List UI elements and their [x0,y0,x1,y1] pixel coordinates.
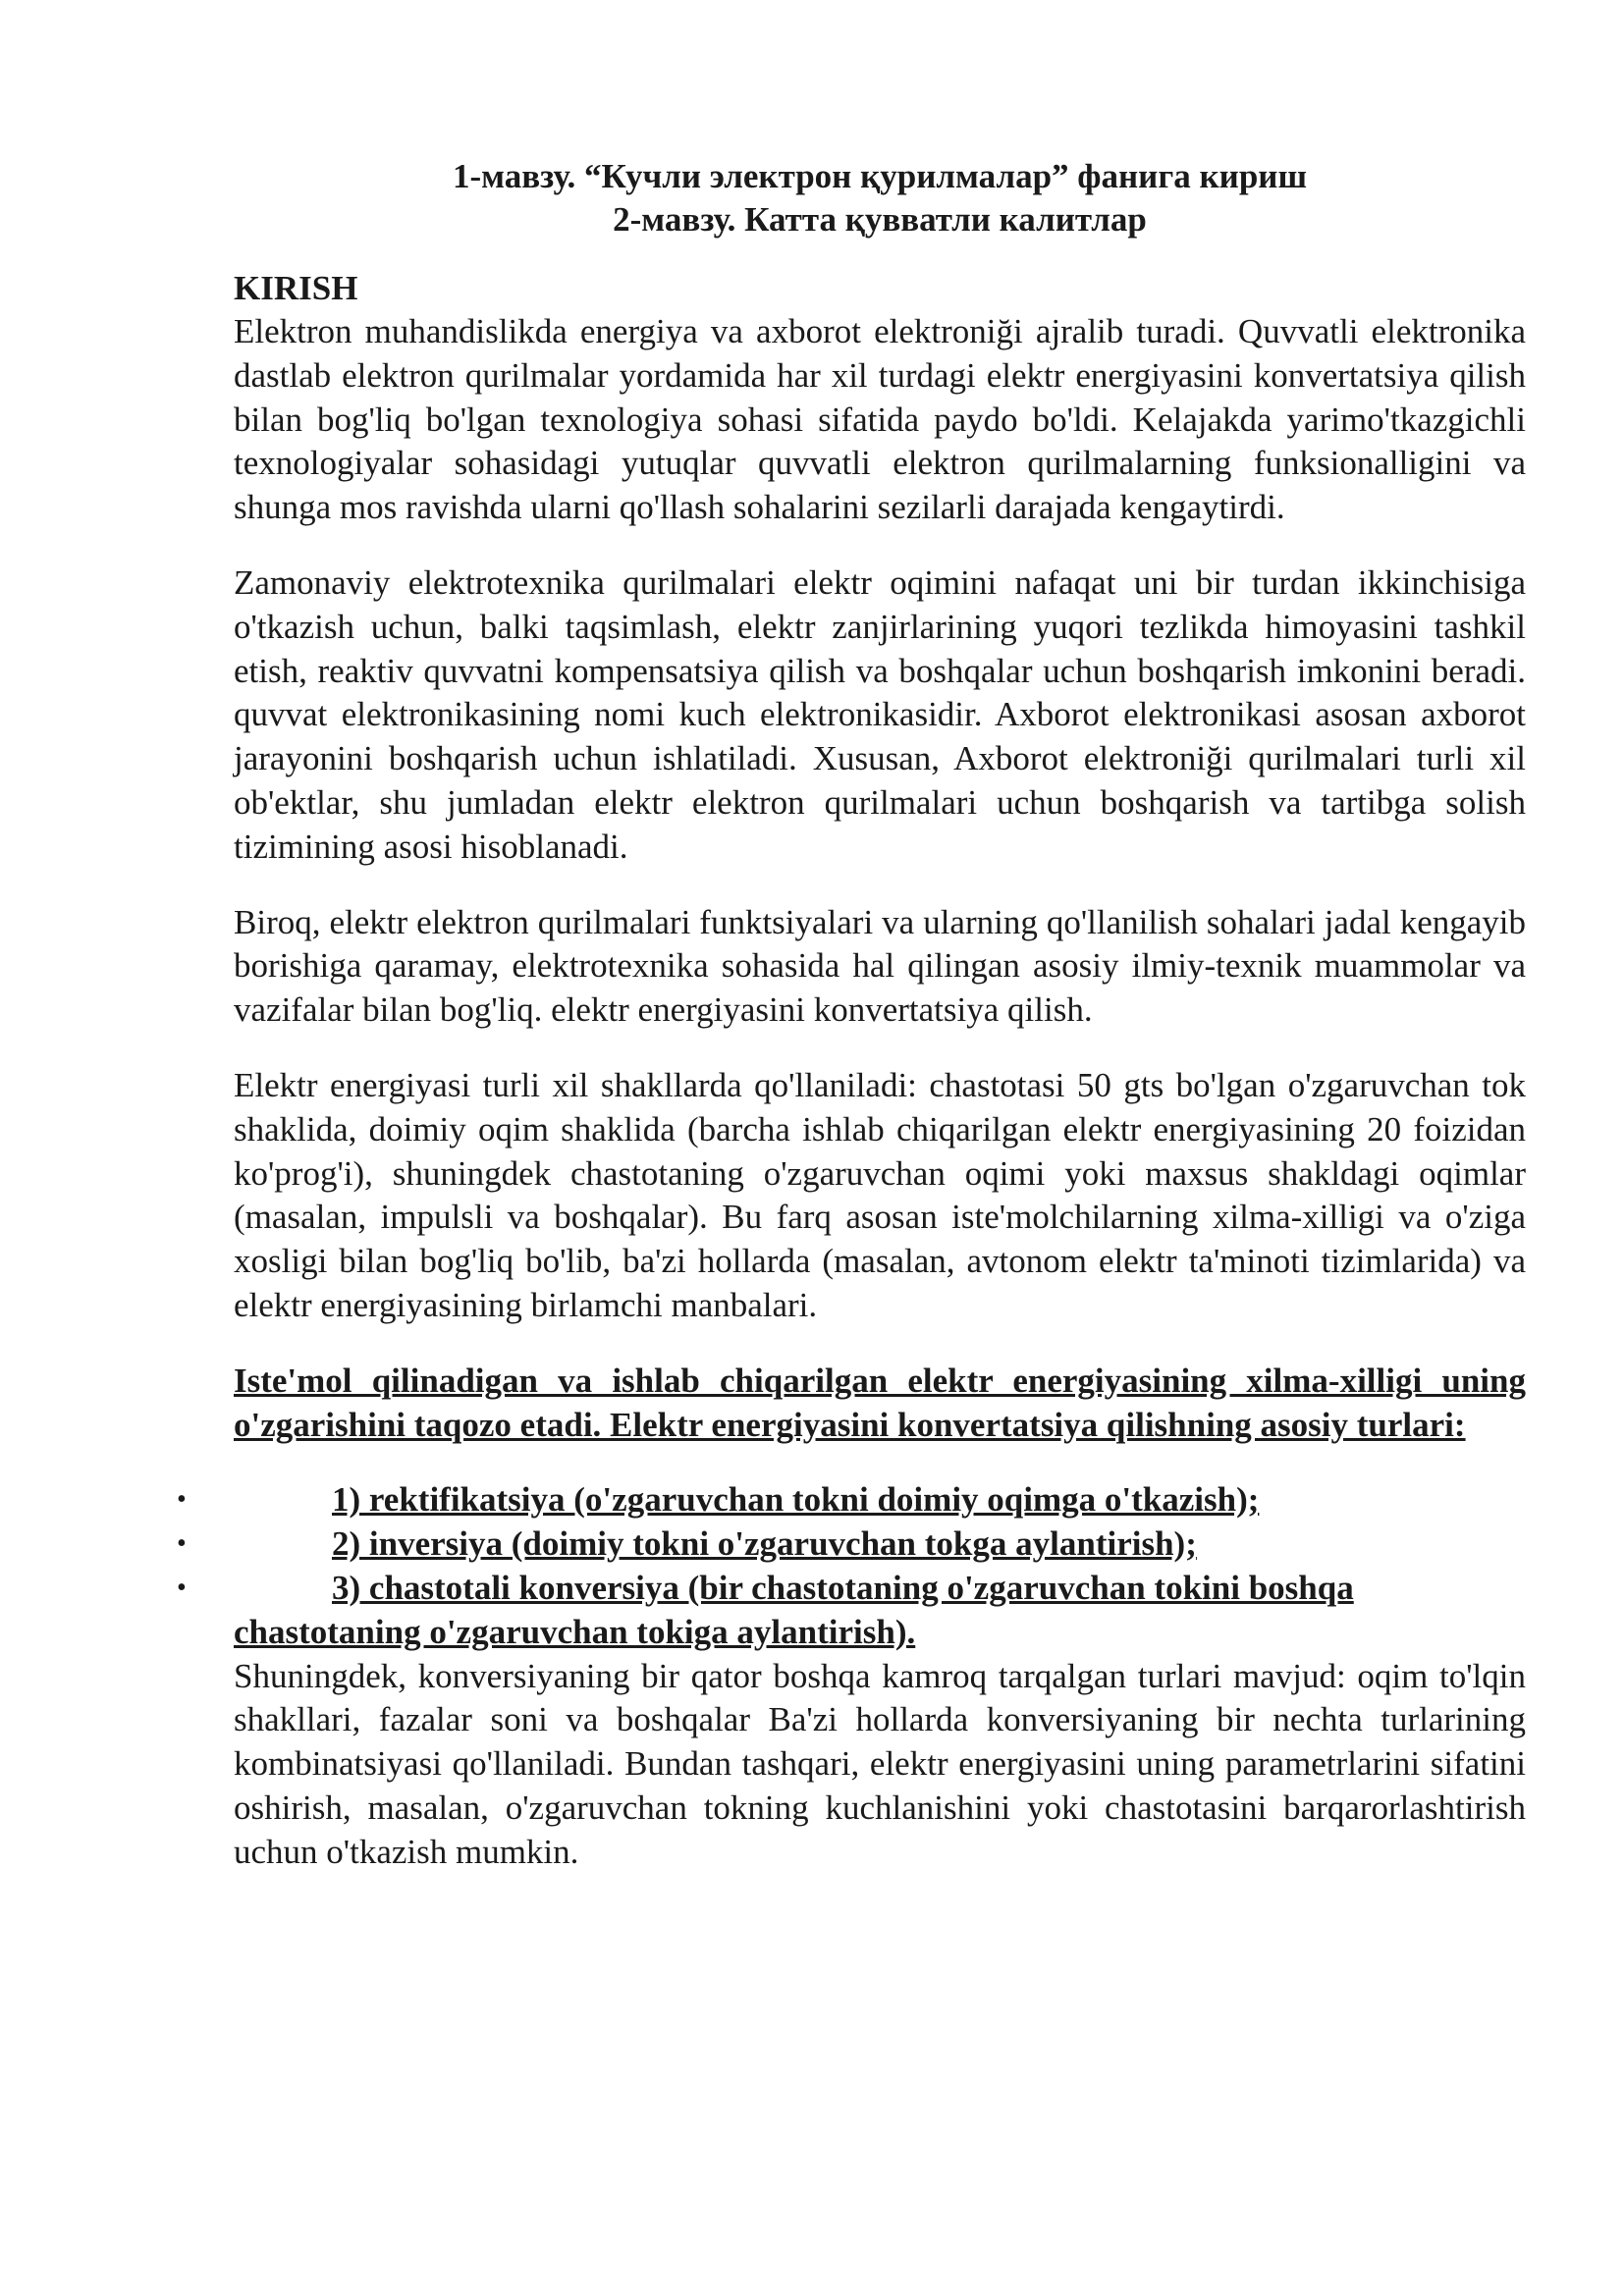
emphasis-paragraph: Iste'mol qilinadigan va ishlab chiqarilgan elektr energiyasining xilma-xilligi uning o'zgarishini taqozo etadi. Elektr energiyasini konvertatsiya qilishning asosiy turlari: [234,1361,1526,1444]
paragraph-however: Biroq, elektr elektron qurilmalari funktsiyalari va ularning qo'llanilish sohalari jadal kengayib borishiga qaramay, elektrotexnika sohasida hal qilingan asosiy ilmiy-texnik muammolar va vazifalar bilan bog'liq. elektr energiyasini konvertatsiya qilish. [234,902,1526,1030]
list-item [177,1567,1526,1655]
bullet-icon: • [177,1484,187,1516]
topic-title-2: 2-мавзу. Катта қувватли калитлар [613,200,1147,239]
topic-title-1: 1-мавзу. “Кучли электрон қурилмалар” фанига кириш [452,157,1307,195]
list-item-text: 2) inversiya (doimiy tokni o'zgaruvchan tokga aylantirish); [332,1524,1197,1564]
list-item-text: 1) rektifikatsiya (o'zgaruvchan tokni doimiy oqimga o'tkazish); [332,1480,1260,1520]
list-item-text: 3) chastotali konversiya (bir chastotaning o'zgaruvchan tokini boshqa chastotaning o'zgaruvchan tokiga aylantirish). [234,1568,1354,1651]
title-block [234,155,1526,241]
document-page [177,155,1526,1875]
paragraph-energy-forms: Elektr energiyasi turli xil shakllarda qo'llaniladi: chastotasi 50 gts bo'lgan o'zgaruvchan tok shaklida, doimiy oqim shaklida (barcha ishlab chiqarilgan elektr energiyasining 20 foizidan ko'prog'i), shuningdek chastotaning o'zgaruvchan oqimi yoki maxsus shakldagi oqimlar (masalan, impulsli va boshqalar). Bu farq asosan iste'molchilarning xilma-xilligi va o'ziga xosligi bilan bog'liq bo'lib, ba'zi hollarda (masalan, avtonom elektr ta'minoti tizimlarida) va elektr energiyasining birlamchi manbalari. [234,1065,1526,1324]
conversion-types-list [177,1478,1526,1654]
paragraph-modern-devices: Zamonaviy elektrotexnika qurilmalari elektr oqimini nafaqat uni bir turdan ikkinchisiga o'tkazish uchun, balki taqsimlash, elektr zanjirlarining yuqori tezlikda himoyasini tashkil etish, reaktiv quvvatni kompensatsiya qilish va boshqalar uchun boshqarish imkonini beradi. quvvat elektronikasining nomi kuch elektronikasidir. Axborot elektronikasi asosan axborot jarayonini boshqarish uchun ishlatiladi. Xususan, Axborot elektroniği qurilmalari turli xil ob'ektlar, shu jumladan elektr elektron qurilmalari uchun boshqarish va tartibga solish tizimining asosi hisoblanadi. [234,562,1526,866]
paragraph-closing: Shuningdek, konversiyaning bir qator boshqa kamroq tarqalgan turlari mavjud: oqim to'lqin shakllari, fazalar soni va boshqalar Ba'zi hollarda konversiyaning bir nechta turlarining kombinatsiyasi qo'llaniladi. Bundan tashqari, elektr energiyasini uning parametrlarini sifatini oshirish, masalan, o'zgaruvchan tokning kuchlanishini yoki chastotasini barqarorlashtirish uchun o'tkazish mumkin. [234,1656,1526,1871]
list-item [177,1478,1526,1522]
bullet-icon: • [177,1528,187,1560]
section-heading: KIRISH [234,269,358,307]
bullet-icon: • [177,1572,187,1603]
list-item [177,1522,1526,1567]
paragraph-intro: Elektron muhandislikda energiya va axborot elektroniği ajralib turadi. Quvvatli elektronika dastlab elektron qurilmalar yordamida har xil turdagi elektr energiyasini konvertatsiya qilish bilan bog'liq bo'lgan texnologiya sohasi sifatida paydo bo'ldi. Kelajakda yarimo'tkazgichli texnologiyalar sohasidagi yutuqlar quvvatli elektron qurilmalarning funksionalligini va shunga mos ravishda ularni qo'llash sohalarini sezilarli darajada kengaytirdi. [234,312,1526,527]
